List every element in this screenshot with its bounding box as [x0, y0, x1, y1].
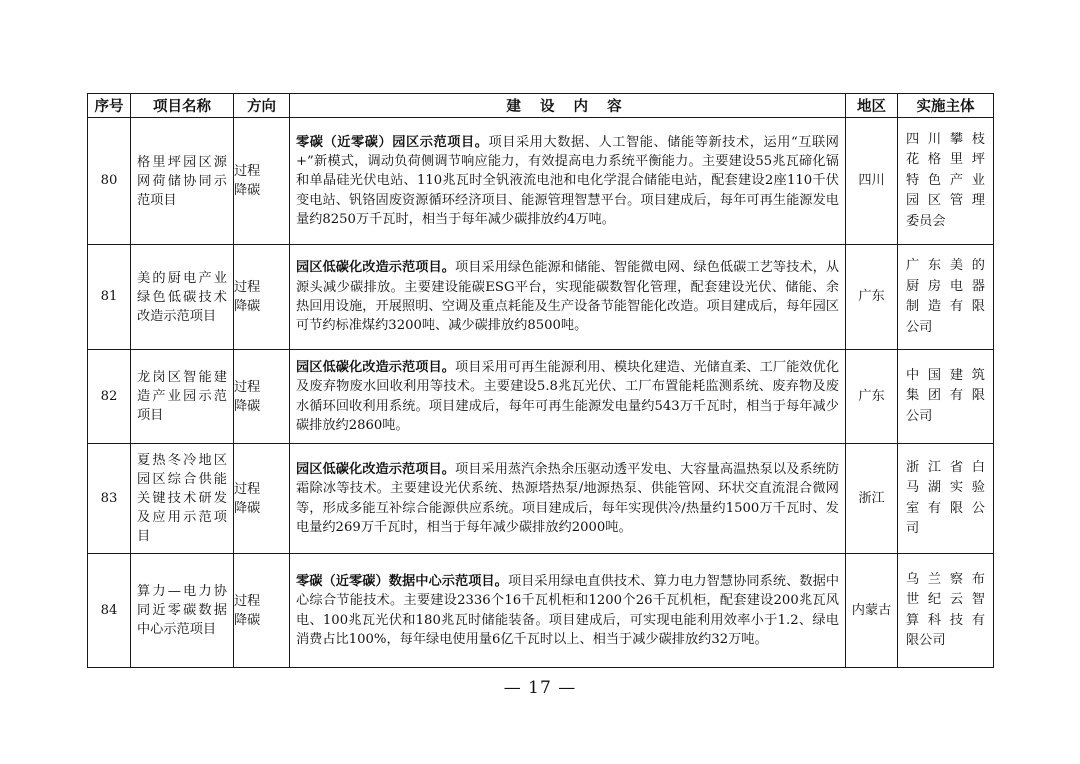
org-line: 委员会 — [906, 213, 946, 229]
project-name-line: 网荷储协同示 — [137, 173, 227, 189]
content-category: 园区低碳化改造示范项目。 — [296, 461, 455, 477]
cell-content — [290, 118, 846, 245]
cell-org — [898, 245, 994, 350]
cell-project-name — [131, 118, 234, 245]
project-table-container — [87, 93, 993, 668]
org-line: 广东美的 — [906, 258, 985, 273]
org-line: 算科技有 — [906, 612, 985, 628]
project-name-line: 中心示范项目 — [137, 622, 217, 637]
direction-line: 降碳 — [234, 299, 261, 314]
project-name-line: 夏热冬冷地区 — [137, 453, 227, 468]
cell-project-name — [131, 554, 234, 668]
org-line: 中国建筑 — [906, 367, 985, 383]
direction-line: 降碳 — [234, 398, 261, 414]
table-header-row — [88, 94, 994, 118]
cell-region: 内蒙古 — [846, 554, 898, 668]
cell-no: 81 — [88, 245, 131, 350]
org-line: 厨房电器 — [906, 278, 985, 294]
project-name-line: 算力—电力协 — [137, 584, 227, 599]
org-line: 室有限公 — [906, 500, 985, 516]
content-text: 项目采用大数据、人工智能、储能等新技术，运用“互联网+”新模式，调动负荷侧调节响应能力，有效提高电力系统平衡能力。主要建设55兆瓦碲化镉和单晶硅光伏电站、110兆瓦时全钒液流电池和电化学混合储能电站，配套建设2座110千伏变电站、钒铬固废资源循环经济项目、能源管理智慧平台。项目建成后，每年可再生能源发电量约8250万千瓦时，相当于每年减少碳排放约4万吨。 — [296, 134, 839, 227]
content-category: 零碳（近零碳）园区示范项目。 — [296, 134, 489, 150]
cell-direction — [234, 118, 290, 245]
direction-line: 过程 — [234, 164, 261, 179]
cell-direction — [234, 554, 290, 668]
content-text: 项目采用可再生能源利用、模块化建造、光储直柔、工厂能效优化及废弃物废水回收利用等技术。主要建设5.8兆瓦光伏、工厂布置能耗监测系统、废弃物及废水循环回收利用系统。项目建成后，每年可再生能源发电量约543万千瓦时，相当于每年减少碳排放约2860吨。 — [296, 359, 840, 433]
org-line: 公司 — [906, 408, 933, 424]
cell-no: 84 — [88, 554, 131, 668]
direction-line: 过程 — [234, 593, 261, 609]
content-text: 项目采用蒸汽余热余压驱动透平发电、大容量高温热泵以及系统防霜除冰等技术。主要建设光伏系统、热源塔热泵/地源热泵、供能管网、环状交直流混合微网等，形成多能互补综合能源供应系统。项目建成后，每年实现供冷/热量约1500万千瓦时、发电量约269万千瓦时，相当于每年减少碳排放约2000吨。 — [296, 461, 840, 535]
project-name-line: 改造示范项目 — [137, 308, 217, 324]
table-row — [88, 245, 994, 350]
header-region: 地区 — [846, 94, 898, 118]
project-name-line: 绿色低碳技术 — [137, 289, 227, 305]
header-direction: 方向 — [234, 94, 290, 118]
content-category: 园区低碳化改造示范项目。 — [296, 359, 455, 375]
cell-project-name — [131, 350, 234, 444]
cell-no: 82 — [88, 350, 131, 444]
project-name-line: 项目 — [137, 408, 164, 423]
content-text: 项目采用绿电直供技术、算力电力智慧协同系统、数据中心综合节能技术。主要建设2336个16千瓦机柜和1200个26千瓦机柜，配套建设200兆瓦风电、100兆瓦光伏和180兆瓦时储能装备。项目建成后，可实现电能利用效率小于1.2、绿电消费占比100%，每年绿电使用量6亿千瓦时以上、相当于减少碳排放约32万吨。 — [296, 573, 840, 647]
cell-no: 83 — [88, 444, 131, 554]
org-line: 司 — [906, 521, 920, 536]
table-row — [88, 118, 994, 245]
org-line: 四川攀枝 — [906, 131, 985, 147]
cell-direction — [234, 444, 290, 554]
project-name-line: 龙岗区智能建 — [137, 370, 227, 385]
org-line: 乌兰察布 — [906, 571, 985, 587]
project-name-line: 造产业园示范 — [137, 389, 227, 404]
org-line: 园区管理 — [906, 193, 985, 209]
header-content: 建 设 内 容 — [290, 94, 846, 118]
project-name-line: 及应用示范项 — [137, 510, 227, 525]
cell-org — [898, 554, 994, 668]
content-category: 园区低碳化改造示范项目。 — [296, 260, 455, 276]
cell-project-name — [131, 444, 234, 554]
cell-region: 浙江 — [846, 444, 898, 554]
direction-line: 降碳 — [234, 183, 261, 198]
table-row — [88, 444, 994, 554]
project-name-line: 范项目 — [137, 192, 177, 208]
direction-line: 过程 — [234, 379, 261, 395]
direction-line: 降碳 — [234, 612, 261, 628]
header-no: 序号 — [88, 94, 131, 118]
cell-direction — [234, 350, 290, 444]
cell-region: 四川 — [846, 118, 898, 245]
cell-project-name — [131, 245, 234, 350]
cell-content — [290, 245, 846, 350]
project-name-line: 园区综合供能 — [137, 472, 227, 487]
org-line: 花格里坪 — [906, 152, 985, 168]
org-line: 限公司 — [906, 633, 946, 648]
table-row — [88, 554, 994, 668]
org-line: 公司 — [906, 319, 933, 335]
project-name-line: 同近零碳数据 — [137, 603, 227, 618]
cell-content — [290, 444, 846, 554]
direction-line: 降碳 — [234, 500, 261, 516]
org-line: 集团有限 — [906, 388, 985, 404]
content-category: 零碳（近零碳）数据中心示范项目。 — [296, 573, 508, 589]
cell-content — [290, 554, 846, 668]
header-org: 实施主体 — [898, 94, 994, 118]
org-line: 特色产业 — [906, 172, 985, 188]
org-line: 世纪云智 — [906, 592, 985, 607]
content-text: 项目采用绿色能源和储能、智能微电网、绿色低碳工艺等技术，从源头减少碳排放。主要建设能碳ESG平台，实现能碳数智化管理，配套建设光伏、储能、余热回用设施，开展照明、空调及重点耗能及生产设备节能智能化改造。项目建成后，每年园区可节约标准煤约3200吨、减少碳排放约8500吨。 — [296, 260, 840, 334]
header-name: 项目名称 — [131, 94, 234, 118]
project-name-line: 美的厨电产业 — [137, 270, 227, 286]
project-table — [87, 93, 994, 668]
cell-content — [290, 350, 846, 444]
cell-region: 广东 — [846, 245, 898, 350]
table-row — [88, 350, 994, 444]
direction-line: 过程 — [234, 280, 261, 295]
project-name-line: 目 — [137, 529, 151, 544]
project-name-line: 关键技术研发 — [137, 491, 227, 506]
cell-org — [898, 350, 994, 444]
cell-direction — [234, 245, 290, 350]
org-line: 浙江省白 — [906, 459, 985, 475]
direction-line: 过程 — [234, 481, 261, 497]
org-line: 制造有限 — [906, 299, 985, 314]
cell-no: 80 — [88, 118, 131, 245]
page-number: — 17 — — [503, 678, 577, 698]
cell-region: 广东 — [846, 350, 898, 444]
org-line: 马湖实验 — [906, 480, 985, 495]
table-body — [88, 118, 994, 668]
project-name-line: 格里坪园区源 — [137, 154, 227, 170]
cell-org — [898, 444, 994, 554]
cell-org — [898, 118, 994, 245]
